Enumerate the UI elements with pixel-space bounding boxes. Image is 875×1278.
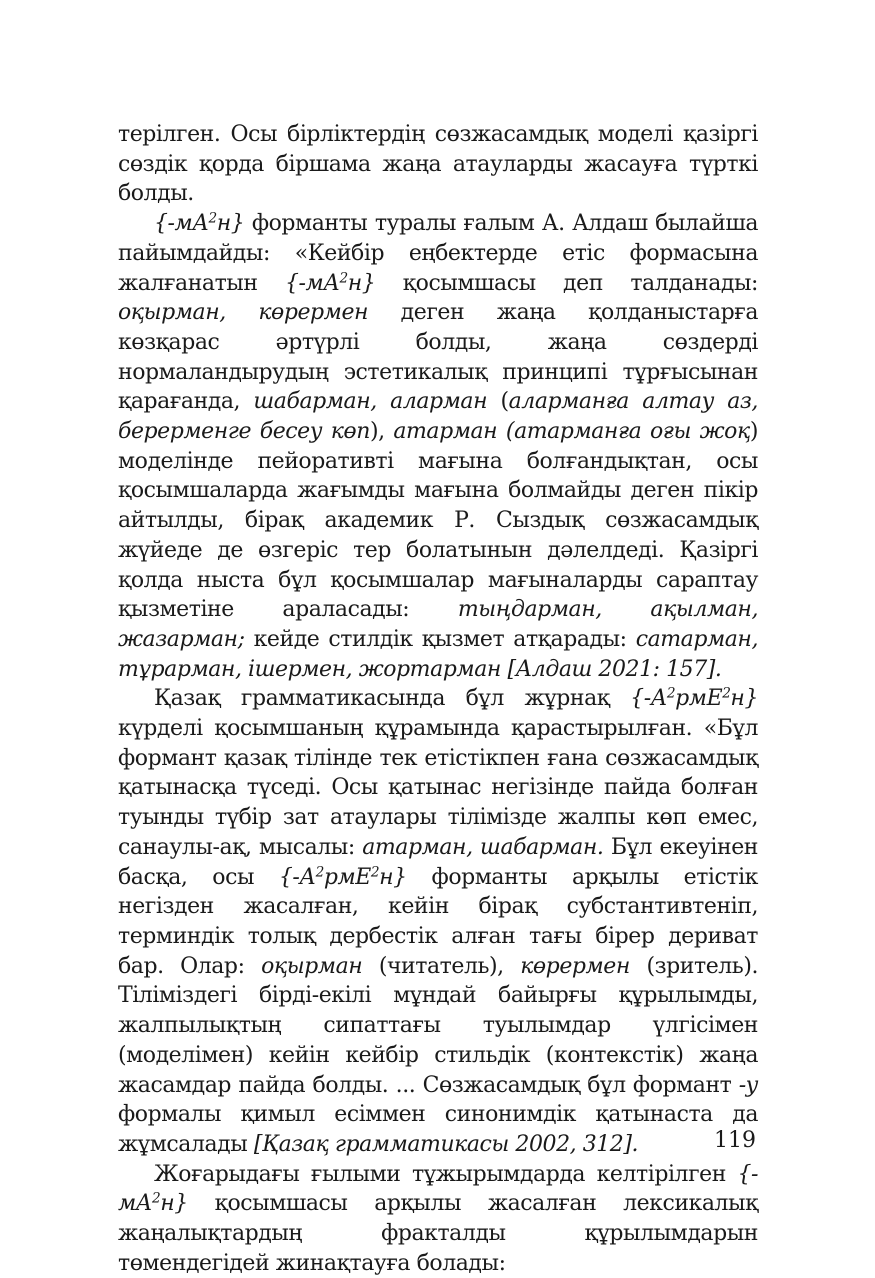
paragraph-1: терілген. Осы бірліктердің сөзжасамдық моделі қазіргі сөздік қорда біршама жаңа атауларды жасауға түрткі болды.: [118, 122, 758, 207]
paragraph-4: Жоғарыдағы ғылыми тұжырымдарда келтірілген $\{-мА^2н\}$ қосымшасы арқылы жасалған лексикалық жаңалықтардың фракталды құрылымдарын төмендегідей жинақтауға болады:: [118, 1161, 758, 1276]
formant-armen: $\{-А^2рмЕ^2н\}$: [278, 864, 407, 890]
body-text: [118, 120, 758, 1278]
citation: [Қазақ грамматикасы 2002, 312].: [253, 1131, 639, 1157]
citation: сатарман, тұрарман, ішермен, жортарман [Алдаш 2021: 157].: [118, 626, 758, 682]
paragraph-3: Қазақ грамматикасында бұл жұрнақ $\{-А^2рмЕ^2н\}$ күрделі қосымшаның құрамында қарастырылған. «Бұл формант қазақ тілінде тек етістікпен ғана сөзжасамдық қатынасқа түседі. Осы қатынас негізінде пайда болған туынды түбір зат атаулары тілімізде жалпы көп емес, санаулы-ақ, мысалы: атарман, шабарман. Бұл екеуінен басқа, осы $\{-А^2рмЕ^2н\}$ форманты арқылы етістік негізден жасалған, кейін бірақ субстантивтеніп, терминдік толық дербестік алған тағы бірер дериват бар. Олар: оқырман (читатель), көрермен (зритель). Тіліміздегі бірді-екілі мұндай байырғы құрылымды, жалпылықтың сипаттағы туылымдар үлгісімен (моделімен) кейін кейбір стильдік (контекстік) жаңа жасамдар пайда болды. ... Сөзжасамдық бұл формант -у формалы қимыл есіммен синонимдік қатынаста да жұмсалады [Қазақ грамматикасы 2002, 312].: [118, 685, 759, 1157]
formant-man: $\{-мА^2н\}$: [118, 1161, 758, 1217]
formant-armen: $\{-А^2рмЕ^2н\}$: [630, 685, 758, 712]
formant-man: $\{-мА^2н\}$: [285, 270, 376, 296]
formant-man: $\{-мА^2н\}$: [154, 210, 245, 237]
page-number: 119: [714, 1128, 756, 1153]
paragraph-2: $\{-мА^2н\}$ форманты туралы ғалым А. Алдаш былайша пайымдайды: «Кейбір еңбектерде етіс формасына жалғанатын $\{-мА^2н\}$ қосымшасы деп талданады: оқырман, көрермен деген жаңа қолданыстарға көзқарас әртүрлі болды, жаңа сөздерді нормаландырудың эстетикалық принципі тұрғысынан қарағанда, шабарман, аларман (аларманға алтау аз, берерменге бесеу көп), атарман (атарманға оғы жоқ) моделінде пейоративті мағына болғандықтан, осы қосымшаларда жағымды мағына болмайды деген пікір айтылды, бірақ академик Р. Сыздық сөзжасамдық жүйеде де өзгеріс тер болатынын дәлелдеді. Қазіргі қолда ныста бұл қосымшалар мағыналарды сараптау қызметіне араласады: тыңдарман, ақылман, жазарман; кейде стилдік қызмет атқарады: сатарман, тұрарман, ішермен, жортарман [Алдаш 2021: 157].: [118, 210, 758, 682]
